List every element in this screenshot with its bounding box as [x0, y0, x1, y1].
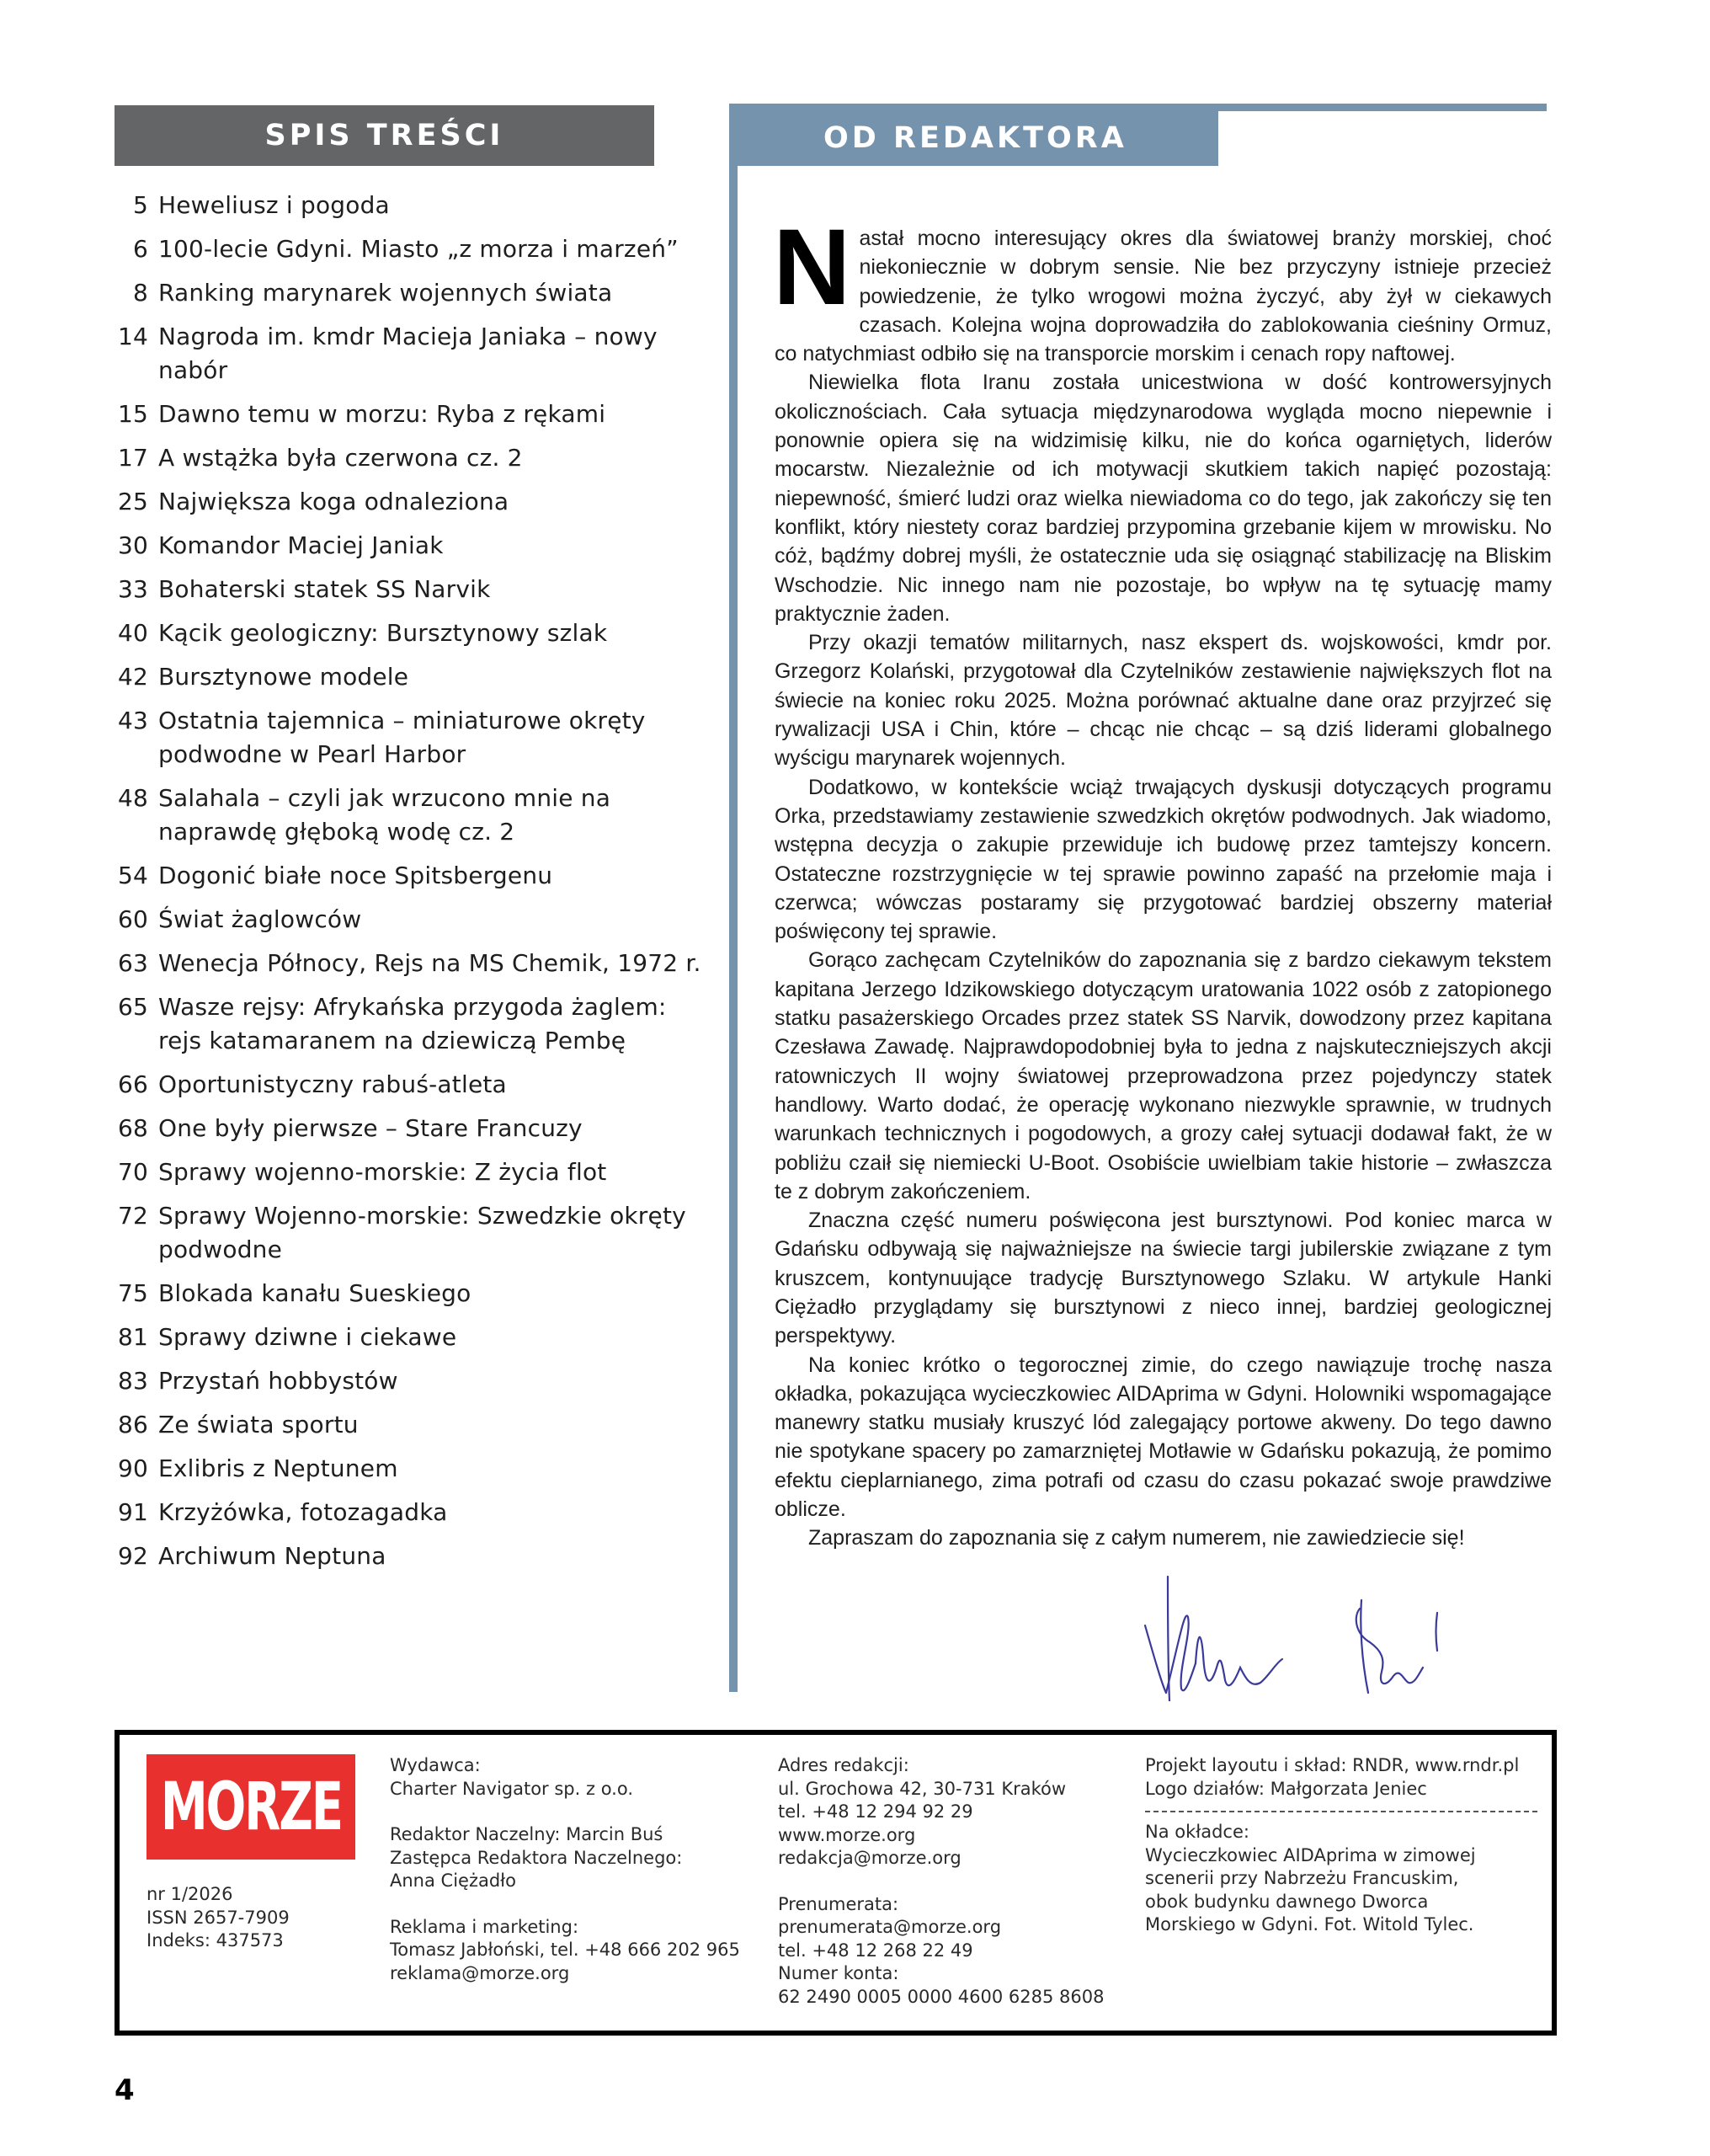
subscription-email-link[interactable]: prenumerata@morze.org: [778, 1917, 1002, 1937]
page-number: 4: [115, 2073, 135, 2107]
account-label: Numer konta:: [778, 1963, 899, 1983]
toc-page-number: 33: [117, 575, 148, 603]
toc-item-title: Salahala – czyli jak wrzucono mnie na naprawdę głęboką wodę cz. 2: [158, 784, 611, 846]
toc-item[interactable]: [115, 398, 704, 431]
toc-item[interactable]: [115, 1408, 704, 1442]
ads-contact: Tomasz Jabłoński, tel. +48 666 202 965: [390, 1940, 740, 1960]
toc-item-title: Ranking marynarek wojennych świata: [158, 279, 613, 307]
toc-item-title: A wstążka była czerwona cz. 2: [158, 444, 523, 472]
toc-item-title: One były pierwsze – Stare Francuzy: [158, 1114, 583, 1142]
toc-item[interactable]: [115, 1452, 704, 1486]
deputy-editor-label: Zastępca Redaktora Naczelnego:: [390, 1847, 683, 1868]
toc-item[interactable]: [115, 947, 704, 980]
toc-item-title: Wenecja Północy, Rejs na MS Chemik, 1972 r.: [158, 949, 701, 977]
toc-page-number: 15: [117, 400, 148, 428]
address-label: Adres redakcji:: [778, 1755, 909, 1775]
toc-item[interactable]: [115, 320, 704, 387]
logo-credit: Logo działów: Małgorzata Jeniec: [1145, 1778, 1427, 1799]
toc-item-title: Wasze rejsy: Afrykańska przygoda żaglem: rejs katamaranem na dziewiczą Pembę: [158, 993, 667, 1054]
toc-item-title: Blokada kanału Sueskiego: [158, 1279, 471, 1307]
toc-page-number: 6: [132, 235, 148, 263]
toc-item[interactable]: [115, 990, 704, 1058]
toc-item-title: Oportunistyczny rabuś-atleta: [158, 1070, 507, 1098]
editorial-paragraph: Nastał mocno interesujący okres dla światowej branży morskiej, choć niekoniecznie w dobrym sensie. Nie bez przyczyny istnieje przecież powiedzenie, że tylko wrogowi można życzyć, aby żył w ciekawych czasach. Kolejna wojna doprowadziła do zablokowania cieśniny Ormuz, co natychmiast odbiło się na transporcie morskim i cenach ropy naftowej.: [773, 207, 1552, 366]
toc-item[interactable]: [115, 1321, 704, 1354]
toc-item[interactable]: [115, 232, 704, 266]
toc-item[interactable]: [115, 782, 704, 849]
toc-item-title: Dogonić białe noce Spitsbergenu: [158, 862, 553, 889]
toc-item-title: Dawno temu w morzu: Ryba z rękami: [158, 400, 606, 428]
toc-page-number: 54: [117, 862, 148, 889]
toc-item-title: Bursztynowe modele: [158, 663, 409, 691]
morze-logo: [146, 1754, 355, 1860]
toc-page-number: 75: [117, 1279, 148, 1307]
cover-description: Wycieczkowiec AIDAprima w zimowej scenerii przy Nabrzeżu Francuskim, obok budynku dawnego Dworca Morskiego w Gdyni. Fot. Witold Tylec.: [1145, 1844, 1476, 1935]
website-link[interactable]: www.morze.org: [778, 1824, 916, 1845]
toc-item[interactable]: [115, 189, 704, 222]
toc-item[interactable]: [115, 1068, 704, 1102]
toc-page-number: 91: [117, 1498, 148, 1526]
toc-page-number: 14: [117, 323, 148, 350]
toc-page-number: 90: [117, 1454, 148, 1482]
deputy-editor-name: Anna Ciężadło: [390, 1870, 516, 1891]
toc-item[interactable]: [115, 485, 704, 519]
ads-email-link[interactable]: reklama@morze.org: [390, 1962, 570, 1983]
toc-item[interactable]: [115, 1112, 704, 1145]
toc-item[interactable]: [115, 903, 704, 937]
toc-item[interactable]: [115, 1155, 704, 1189]
toc-page-number: 17: [117, 444, 148, 472]
toc-page-number: 86: [117, 1411, 148, 1438]
layout-credit: Projekt layoutu i skład: RNDR, www.rndr.pl: [1145, 1755, 1520, 1775]
toc-page-number: 65: [117, 993, 148, 1021]
dashed-divider: [1145, 1811, 1537, 1812]
toc-page-number: 25: [117, 488, 148, 515]
address-column: [778, 1754, 1104, 2009]
credits-column: [1145, 1754, 1537, 1937]
address: ul. Grochowa 42, 30-731 Kraków: [778, 1778, 1067, 1799]
toc-page-number: 48: [117, 784, 148, 812]
toc-page-number: 43: [117, 707, 148, 734]
toc-item[interactable]: [115, 704, 704, 771]
issue-info: [146, 1883, 290, 1953]
phone: tel. +48 12 294 92 29: [778, 1801, 973, 1822]
toc-page-number: 63: [117, 949, 148, 977]
toc-page-number: 81: [117, 1323, 148, 1351]
toc-item-title: Komandor Maciej Janiak: [158, 531, 444, 559]
toc-item-title: Kącik geologiczny: Bursztynowy szlak: [158, 619, 608, 647]
toc-page-number: 83: [117, 1367, 148, 1395]
subscription-label: Prenumerata:: [778, 1893, 899, 1914]
toc-item-title: Ze świata sportu: [158, 1411, 359, 1438]
account-number: 62 2490 0005 0000 4600 6285 8608: [778, 1986, 1105, 2007]
toc-item[interactable]: [115, 1199, 704, 1267]
toc-item[interactable]: [115, 616, 704, 650]
toc-page-number: 66: [117, 1070, 148, 1098]
toc-item[interactable]: [115, 859, 704, 893]
editorial-paragraph: Zapraszam do zapoznania się z całym numerem, nie zawiedziecie się!: [808, 1526, 1465, 1550]
toc-item-title: Sprawy Wojenno-morskie: Szwedzkie okręty podwodne: [158, 1202, 686, 1263]
toc-item-title: Krzyżówka, fotozagadka: [158, 1498, 448, 1526]
cover-label: Na okładce:: [1145, 1822, 1249, 1842]
toc-page-number: 92: [117, 1542, 148, 1570]
publisher-name: Charter Navigator sp. z o.o.: [390, 1778, 633, 1799]
editorial-side-rule: [729, 104, 738, 1692]
toc-page-number: 40: [117, 619, 148, 647]
editorial-header: [729, 104, 1218, 166]
toc-item-title: Archiwum Neptuna: [158, 1542, 386, 1570]
issn: ISSN 2657-7909: [146, 1907, 290, 1928]
masthead-box: [115, 1730, 1557, 2036]
toc-item-title: Przystań hobbystów: [158, 1367, 398, 1395]
toc-item[interactable]: [115, 1496, 704, 1529]
toc-title: SPIS TREŚCI: [264, 119, 504, 152]
editorial-paragraph: Dodatkowo, w kontekście wciąż trwających dyskusji dotyczących programu Orka, przedstawiamy zestawienie szwedzkich okrętów podwodnych. Jak wiadomo, wstępna decyzja o zakupie przewiduje ich budowę przez tamtejszy koncern. Ostateczne rozstrzygnięcie w tej sprawie powinno zapaść na przełomie maja i czerwca; wówczas postaramy się przygotować bardziej obszerny materiał poświęcony tej sprawie.: [775, 775, 1552, 944]
editorial-email-link[interactable]: redakcja@morze.org: [778, 1848, 962, 1868]
toc-item[interactable]: [115, 1364, 704, 1398]
toc-item[interactable]: [115, 1540, 704, 1573]
toc-page-number: 70: [117, 1158, 148, 1186]
drop-cap: N: [773, 207, 851, 328]
toc-page-number: 68: [117, 1114, 148, 1142]
toc-page-number: 60: [117, 905, 148, 933]
signature-icon: [1132, 1575, 1553, 1701]
toc-item[interactable]: [115, 660, 704, 694]
toc-item-title: Exlibris z Neptunem: [158, 1454, 398, 1482]
editorial-title: OD REDAKTORA: [823, 121, 1127, 155]
editorial-paragraph: Gorąco zachęcam Czytelników do zapoznania się z bardzo ciekawym tekstem kapitana Jerzego Idzikowskiego dotyczącym uratowania 1022 osób z zatopionego statku pasażerskiego Orcades przez statek SS Narvik, dowodzony przez kapitana Czesława Zawadę. Najprawdopodobniej była to jedna z najskuteczniejszych akcji ratowniczych II wojny światowej przeprowadzona przez pojedynczy statek handlowy. Warto dodać, że operację wykonano niezwykle sprawnie, w trudnych warunkach technicznych i pogodowych, a grozy całej sytuacji dodawał fakt, że w pobliżu czaił się niemiecki U-Boot. Osobiście uwielbiam takie historie – zwłaszcza te z dobrym zakończeniem.: [775, 948, 1552, 1203]
toc-item-title: Sprawy dziwne i ciekawe: [158, 1323, 457, 1351]
toc-page-number: 72: [117, 1202, 148, 1230]
toc-page-number: 30: [117, 531, 148, 559]
publisher-column: [390, 1754, 740, 1985]
index-number: Indeks: 437573: [146, 1930, 284, 1951]
toc-item-title: Nagroda im. kmdr Macieja Janiaka – nowy nabór: [158, 323, 658, 384]
publisher-label: Wydawca:: [390, 1755, 481, 1775]
toc-item-title: Heweliusz i pogoda: [158, 191, 390, 219]
editorial-body: [773, 207, 1552, 1553]
editorial-paragraph: Na koniec krótko o tegorocznej zimie, do czego nawiązuje trochę nasza okładka, pokazująca wycieczkowiec AIDAprima w Gdyni. Holowniki wspomagające manewry statku musiały kruszyć lód zalegający portowe akweny. Do tego dawno nie spotykane spacery po zamarzniętej Motławie w Gdańsku pokazują, że pomimo efektu cieplarnianego, zima potrafi od czasu do czasu pokazać swoje prawdziwe oblicze.: [775, 1353, 1552, 1522]
toc-page-number: 5: [132, 191, 148, 219]
toc-item-title: Największa koga odnaleziona: [158, 488, 509, 515]
ads-label: Reklama i marketing:: [390, 1916, 579, 1937]
logo-text: MORZE: [160, 1769, 342, 1845]
toc-item[interactable]: [115, 276, 704, 310]
toc-item[interactable]: [115, 1277, 704, 1310]
toc-header: [115, 105, 654, 166]
editorial-paragraph: Znaczna część numeru poświęcona jest bursztynowi. Pod koniec marca w Gdańsku odbywają się najważniejsze na świecie targi jubilerskie związane z tym kruszcem, kontynuujące tradycję Bursztynowego Szlaku. W artykule Hanki Ciężadło przyglądamy się bursztynowi z nieco innej, bardziej geologicznej perspektywy.: [775, 1209, 1552, 1348]
toc-page-number: 8: [132, 279, 148, 307]
toc-item[interactable]: [115, 573, 704, 606]
toc-page-number: 42: [117, 663, 148, 691]
editor-in-chief: Redaktor Naczelny: Marcin Buś: [390, 1824, 663, 1844]
subscription-phone: tel. +48 12 268 22 49: [778, 1940, 973, 1961]
toc-item-title: Ostatnia tajemnica – miniaturowe okręty podwodne w Pearl Harbor: [158, 707, 646, 768]
issue-number: nr 1/2026: [146, 1884, 233, 1904]
toc-list: [115, 189, 704, 1583]
toc-item[interactable]: [115, 441, 704, 475]
editorial-paragraph: Niewielka flota Iranu została unicestwiona w dość kontrowersyjnych okolicznościach. Cała sytuacja międzynarodowa wygląda mocno niepewnie i ponownie opiera się na widzimisię kilku, nie do końca ogarniętych, liderów mocarstw. Niezależnie od ich motywacji skutkiem takich napięć pozostają: niepewność, śmierć ludzi oraz wielka niewiadoma co do tego, jak zakończy się ten konflikt, który niestety coraz bardziej przypomina grzebanie kijem w mrowisku. No cóż, bądźmy dobrej myśli, że ostatecznie uda się osiągnąć stabilizację na Bliskim Wschodzie. Nic innego nam nie pozostaje, bo wpływ na tę sytuację mamy praktycznie żaden.: [775, 371, 1552, 626]
toc-item-title: Bohaterski statek SS Narvik: [158, 575, 491, 603]
toc-item[interactable]: [115, 529, 704, 563]
toc-item-title: Świat żaglowców: [158, 905, 362, 933]
editorial-paragraph: Przy okazji tematów militarnych, nasz ekspert ds. wojskowości, kmdr por. Grzegorz Kolański, przygotował dla Czytelników zestawienie największych flot na świecie na koniec roku 2025. Można porównać aktualne dane oraz przyjrzeć się rywalizacji USA i Chin, które – chcąc nie chcąc – są dziś liderami globalnego wyścigu marynarek wojennych.: [775, 631, 1552, 771]
toc-item-title: Sprawy wojenno-morskie: Z życia flot: [158, 1158, 607, 1186]
toc-item-title: 100-lecie Gdyni. Miasto „z morza i marzeń”: [158, 235, 679, 263]
